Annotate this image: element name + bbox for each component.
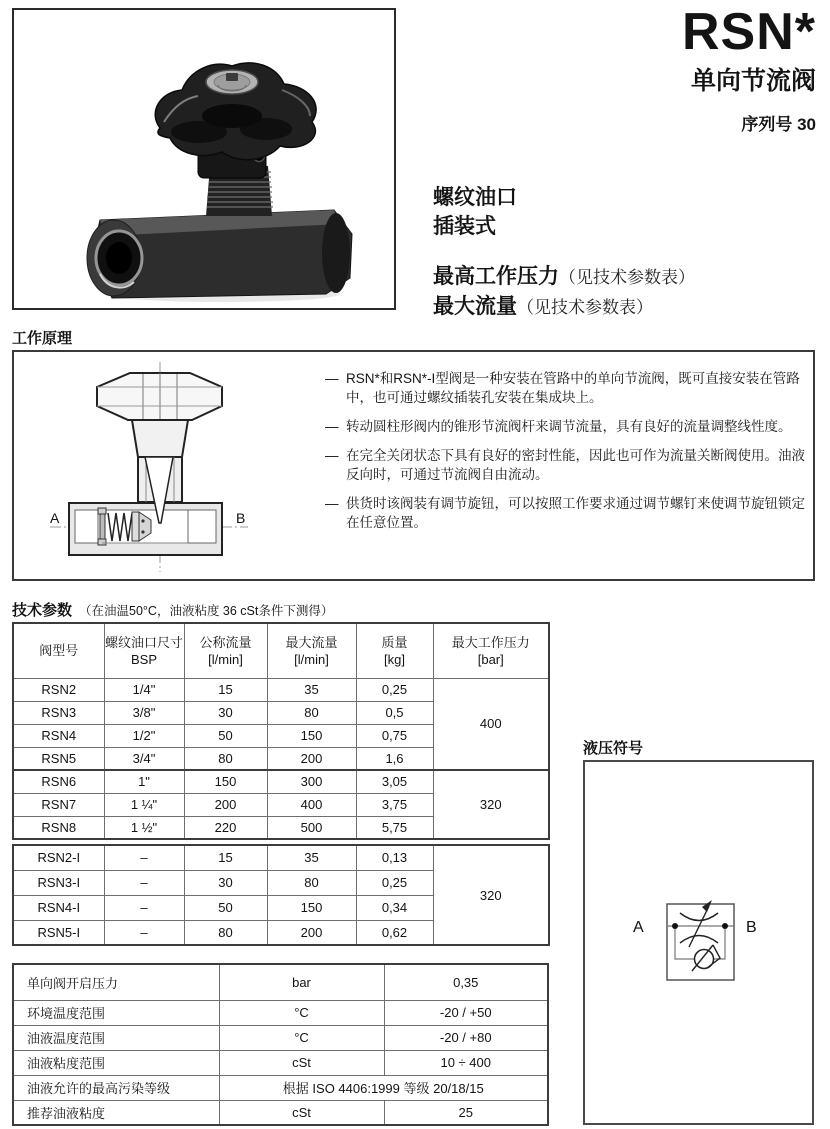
- cell-max: 500: [267, 816, 356, 839]
- cell-nominal: 80: [184, 747, 267, 770]
- cell-max: 35: [267, 845, 356, 870]
- col-header-max-pressure: 最大工作压力 [bar]: [433, 623, 549, 678]
- cell-mass: 0,5: [356, 701, 433, 724]
- cell-max: 200: [267, 920, 356, 945]
- tech-params-heading-row: [12, 599, 333, 620]
- page-title-model: RSN*: [681, 3, 816, 61]
- cell-model: RSN2: [13, 678, 104, 701]
- cell-model: RSN2-I: [13, 845, 104, 870]
- table-header-row: [13, 623, 549, 678]
- tech-params-heading: 技术参数: [12, 602, 73, 619]
- cell-nominal: 50: [184, 724, 267, 747]
- cell-param-value: -20 / +50: [384, 1000, 548, 1025]
- cell-nominal: 150: [184, 770, 267, 793]
- cell-bsp: 1": [104, 770, 184, 793]
- cell-param-value: -20 / +80: [384, 1025, 548, 1050]
- cell-model: RSN4: [13, 724, 104, 747]
- table-row: [13, 964, 548, 1000]
- cell-mass: 5,75: [356, 816, 433, 839]
- cell-mass: 3,75: [356, 793, 433, 816]
- hydraulic-symbol-heading: 液压符号: [583, 740, 644, 757]
- cell-nominal: 15: [184, 845, 267, 870]
- working-principle-panel: [12, 350, 815, 581]
- hydraulic-symbol-drawing: [585, 762, 812, 1123]
- cell-nominal: 15: [184, 678, 267, 701]
- cell-pressure-group-320i: 320: [433, 845, 549, 945]
- cell-bsp: 1/2": [104, 724, 184, 747]
- cell-bsp: –: [104, 920, 184, 945]
- cell-model: RSN3-I: [13, 870, 104, 895]
- table-row: [13, 1075, 548, 1100]
- bullet-item: [325, 494, 811, 532]
- col-header-mass: 质量 [kg]: [356, 623, 433, 678]
- cell-bsp: 3/8": [104, 701, 184, 724]
- general-params-table: [12, 963, 549, 1126]
- cell-bsp: 3/4": [104, 747, 184, 770]
- cell-param-label: 油液允许的最高污染等级: [13, 1075, 219, 1100]
- bullet-item: [325, 369, 811, 407]
- cell-model: RSN6: [13, 770, 104, 793]
- page-title-subtitle: 单向节流阀: [690, 67, 816, 95]
- cell-mass: 3,05: [356, 770, 433, 793]
- cell-max: 150: [267, 724, 356, 747]
- cell-param-label: 环境温度范围: [13, 1000, 219, 1025]
- cell-model: RSN5: [13, 747, 104, 770]
- cell-mass: 0,13: [356, 845, 433, 870]
- bullet-text: RSN*和RSN*-I型阀是一种安装在管路中的单向节流阀，既可直接安装在管路中，也可通过螺纹插装孔安装在集成块上。: [346, 371, 800, 405]
- table-row: [13, 1100, 548, 1125]
- working-principle-heading: 工作原理: [12, 330, 73, 347]
- cell-nominal: 80: [184, 920, 267, 945]
- valve-photo-illustration: [14, 10, 394, 308]
- cell-model: RSN5-I: [13, 920, 104, 945]
- cell-nominal: 220: [184, 816, 267, 839]
- feature-max-flow: 最大流量: [433, 295, 517, 318]
- cell-param-unit: bar: [219, 964, 384, 1000]
- feature-max-flow-note: （见技术参数表）: [517, 298, 653, 317]
- bullet-dash: —: [325, 371, 339, 386]
- cell-nominal: 200: [184, 793, 267, 816]
- cell-bsp: –: [104, 845, 184, 870]
- cell-mass: 0,25: [356, 870, 433, 895]
- table-row: [13, 845, 549, 870]
- port-b-label: B: [236, 510, 246, 526]
- port-a-label: A: [50, 510, 60, 526]
- series-number: 序列号 30: [741, 115, 816, 134]
- cell-pressure-group-400: 400: [433, 678, 549, 770]
- bullet-item: [325, 417, 811, 436]
- feature-max-pressure-note: （见技术参数表）: [559, 268, 695, 287]
- symbol-port-b-label: B: [746, 919, 757, 936]
- cell-param-label: 油液粘度范围: [13, 1050, 219, 1075]
- col-header-max-flow: 最大流量 [l/min]: [267, 623, 356, 678]
- bullet-dash: —: [325, 419, 339, 434]
- working-principle-bullets: [325, 369, 811, 542]
- cell-param-unit: cSt: [219, 1050, 384, 1075]
- cell-max: 400: [267, 793, 356, 816]
- cell-param-unit: °C: [219, 1000, 384, 1025]
- table-row: [13, 1025, 548, 1050]
- cell-pressure-group-320: 320: [433, 770, 549, 839]
- hydraulic-symbol-panel: [583, 760, 814, 1125]
- main-spec-table: [12, 622, 550, 840]
- cell-model: RSN4-I: [13, 895, 104, 920]
- col-header-nominal-flow: 公称流量 [l/min]: [184, 623, 267, 678]
- cell-model: RSN3: [13, 701, 104, 724]
- cell-bsp: 1 ½": [104, 816, 184, 839]
- cell-param-label: 推荐油液粘度: [13, 1100, 219, 1125]
- cell-max: 200: [267, 747, 356, 770]
- table-row: [13, 1050, 548, 1075]
- valve-cross-section-drawing: [42, 360, 282, 575]
- bullet-text: 供货时该阀装有调节旋钮，可以按照工作要求通过调节螺钉来使调节旋钮锁定在任意位置。: [346, 496, 805, 530]
- table-row: [13, 770, 549, 793]
- cell-max: 80: [267, 870, 356, 895]
- cell-max: 300: [267, 770, 356, 793]
- cell-nominal: 50: [184, 895, 267, 920]
- cell-model: RSN7: [13, 793, 104, 816]
- cell-mass: 0,62: [356, 920, 433, 945]
- bullet-text: 在完全关闭状态下具有良好的密封性能，因此也可作为流量关断阀使用。油液反向时，可通过节流阀自由流动。: [346, 448, 805, 482]
- cell-max: 80: [267, 701, 356, 724]
- bullet-text: 转动圆柱形阀内的锥形节流阀杆来调节流量，具有良好的流量调整线性度。: [346, 419, 792, 434]
- cartridge-spec-table: [12, 844, 550, 946]
- cell-bsp: 1/4": [104, 678, 184, 701]
- cell-param-value: 0,35: [384, 964, 548, 1000]
- bullet-dash: —: [325, 448, 339, 463]
- cell-param-label: 单向阀开启压力: [13, 964, 219, 1000]
- table-row: [13, 678, 549, 701]
- cell-nominal: 30: [184, 870, 267, 895]
- feature-block: [433, 183, 823, 322]
- cell-param-label: 油液温度范围: [13, 1025, 219, 1050]
- cell-mass: 0,75: [356, 724, 433, 747]
- product-photo: [12, 8, 396, 310]
- table-row: [13, 1000, 548, 1025]
- cell-param-value: 10 ÷ 400: [384, 1050, 548, 1075]
- cell-param-unit: °C: [219, 1025, 384, 1050]
- cell-mass: 0,34: [356, 895, 433, 920]
- cell-nominal: 30: [184, 701, 267, 724]
- cell-mass: 0,25: [356, 678, 433, 701]
- cell-bsp: –: [104, 870, 184, 895]
- bullet-item: [325, 446, 811, 484]
- feature-max-pressure: 最高工作压力: [433, 265, 559, 288]
- feature-mount-type: 插装式: [433, 215, 496, 238]
- cell-max: 150: [267, 895, 356, 920]
- cell-model: RSN8: [13, 816, 104, 839]
- col-header-model: 阀型号: [13, 623, 104, 678]
- cell-param-value: 25: [384, 1100, 548, 1125]
- cell-param-merged: 根据 ISO 4406:1999 等级 20/18/15: [219, 1075, 548, 1100]
- cell-mass: 1,6: [356, 747, 433, 770]
- cell-bsp: 1 ¼": [104, 793, 184, 816]
- title-block: [681, 3, 816, 135]
- bullet-dash: —: [325, 496, 339, 511]
- cell-bsp: –: [104, 895, 184, 920]
- cell-param-unit: cSt: [219, 1100, 384, 1125]
- cell-max: 35: [267, 678, 356, 701]
- col-header-bsp: 螺纹油口尺寸 BSP: [104, 623, 184, 678]
- symbol-port-a-label: A: [633, 919, 644, 936]
- feature-port-type: 螺纹油口: [433, 186, 517, 209]
- tech-params-condition: （在油温50°C，油液粘度 36 cSt条件下测得）: [79, 604, 334, 618]
